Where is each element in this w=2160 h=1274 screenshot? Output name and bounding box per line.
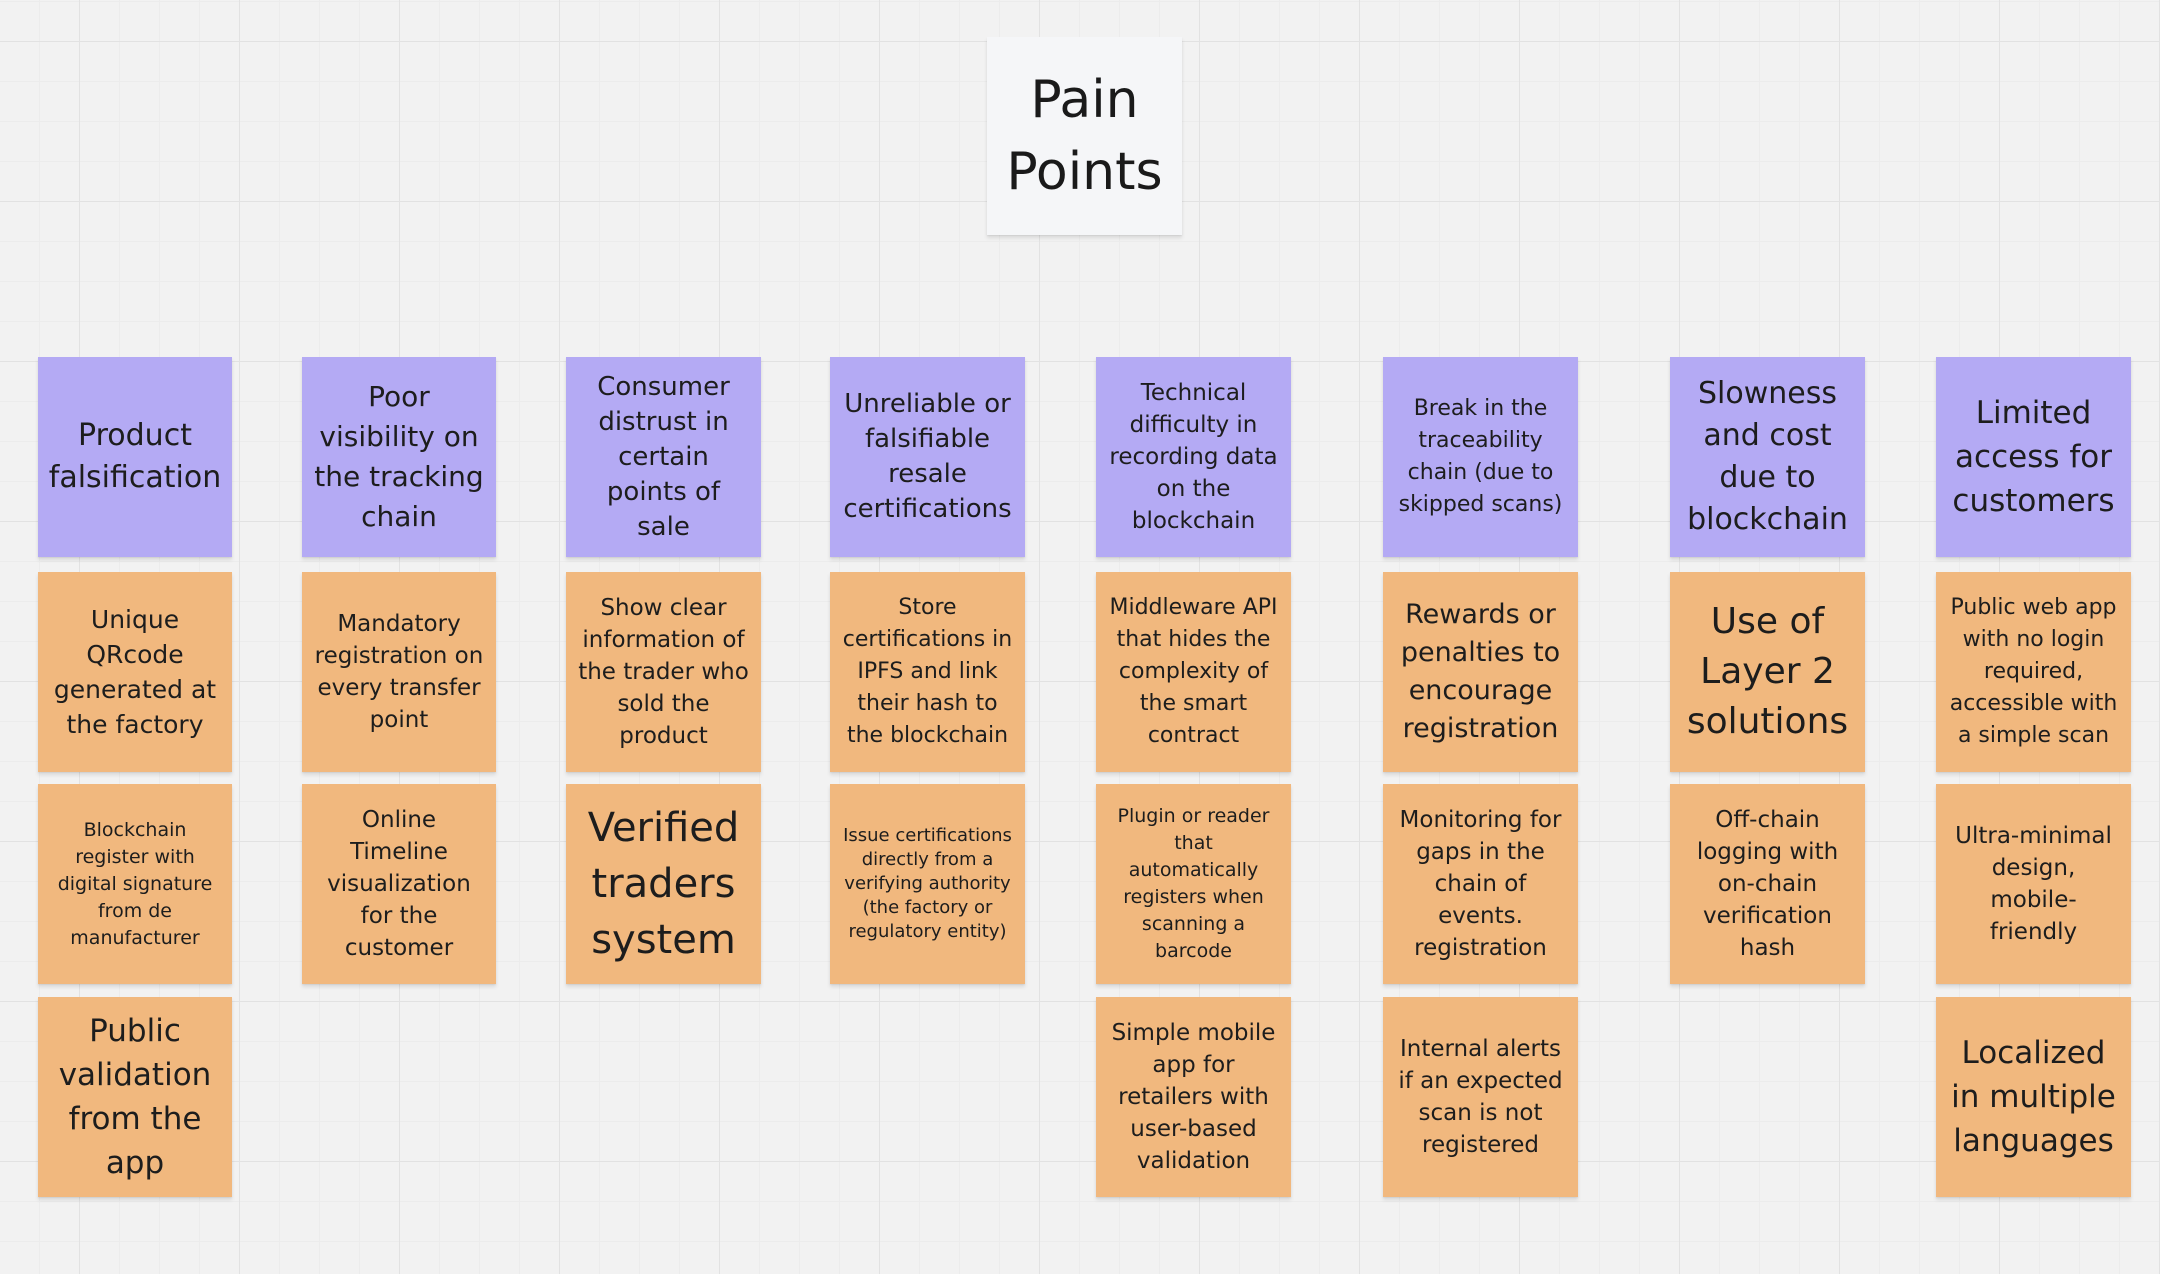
solution-note[interactable] bbox=[1096, 572, 1291, 772]
solution-note[interactable] bbox=[38, 572, 232, 772]
title-text: Pain Points bbox=[1006, 70, 1163, 202]
solution-note[interactable] bbox=[566, 784, 761, 984]
solution-note[interactable] bbox=[38, 784, 232, 984]
pain-point-note[interactable] bbox=[38, 357, 232, 557]
note-text: Break in the traceability chain (due to skipped scans) bbox=[1398, 396, 1563, 517]
note-text: Verified traders system bbox=[587, 805, 740, 963]
note-text: Unique QRcode generated at the factory bbox=[53, 605, 217, 739]
title-note[interactable] bbox=[987, 37, 1182, 235]
note-text: Localized in multiple languages bbox=[1951, 1035, 2116, 1159]
note-text: Store certifications in IPFS and link their hash to the blockchain bbox=[842, 595, 1013, 748]
note-text: Show clear information of the trader who sold the product bbox=[578, 595, 749, 749]
solution-note[interactable] bbox=[566, 572, 761, 772]
solution-note[interactable] bbox=[1383, 784, 1578, 984]
note-text: Limited access for customers bbox=[1952, 395, 2115, 519]
solution-note[interactable] bbox=[1383, 997, 1578, 1197]
pain-point-note[interactable] bbox=[1383, 357, 1578, 557]
note-text: Plugin or reader that automatically registers when scanning a barcode bbox=[1117, 805, 1270, 962]
note-text: Public validation from the app bbox=[58, 1013, 212, 1181]
pain-point-note[interactable] bbox=[1670, 357, 1865, 557]
pain-point-note[interactable] bbox=[566, 357, 761, 557]
pain-point-note[interactable] bbox=[1096, 357, 1291, 557]
solution-note[interactable] bbox=[1936, 572, 2131, 772]
solution-note[interactable] bbox=[1936, 997, 2131, 1197]
note-text: Consumer distrust in certain points of sale bbox=[597, 371, 730, 542]
solution-note[interactable] bbox=[830, 572, 1025, 772]
note-text: Poor visibility on the tracking chain bbox=[314, 380, 484, 533]
note-text: Simple mobile app for retailers with user-based validation bbox=[1111, 1020, 1276, 1174]
solution-note[interactable] bbox=[1936, 784, 2131, 984]
solution-note[interactable] bbox=[1670, 572, 1865, 772]
note-text: Product falsification bbox=[48, 418, 222, 495]
solution-note[interactable] bbox=[1383, 572, 1578, 772]
note-text: Issue certifications directly from a verifying authority (the factory or regulatory entity) bbox=[843, 825, 1012, 942]
note-text: Blockchain register with digital signature from de manufacturer bbox=[57, 818, 213, 949]
solution-note[interactable] bbox=[830, 784, 1025, 984]
note-text: Mandatory registration on every transfer point bbox=[314, 611, 484, 733]
note-text: Slowness and cost due to blockchain bbox=[1687, 376, 1848, 537]
solution-note[interactable] bbox=[302, 784, 496, 984]
solution-note[interactable] bbox=[1670, 784, 1865, 984]
note-text: Technical difficulty in recording data on the blockchain bbox=[1109, 380, 1278, 534]
solution-note[interactable] bbox=[302, 572, 496, 772]
note-text: Unreliable or falsifiable resale certifications bbox=[843, 389, 1012, 524]
note-text: Monitoring for gaps in the chain of events. registration bbox=[1399, 807, 1562, 961]
note-text: Internal alerts if an expected scan is not registered bbox=[1398, 1036, 1563, 1158]
pain-point-note[interactable] bbox=[302, 357, 496, 557]
solution-note[interactable] bbox=[38, 997, 232, 1197]
note-text: Public web app with no login required, accessible with a simple scan bbox=[1949, 595, 2118, 748]
note-text: Middleware API that hides the complexity of the smart contract bbox=[1109, 595, 1278, 748]
note-text: Rewards or penalties to encourage registration bbox=[1400, 599, 1561, 744]
solution-note[interactable] bbox=[1096, 997, 1291, 1197]
pain-point-note[interactable] bbox=[1936, 357, 2131, 557]
note-text: Online Timeline visualization for the customer bbox=[327, 807, 471, 961]
note-text: Use of Layer 2 solutions bbox=[1686, 601, 1849, 742]
pain-point-note[interactable] bbox=[830, 357, 1025, 557]
note-text: Ultra-minimal design, mobile-friendly bbox=[1955, 823, 2112, 945]
solution-note[interactable] bbox=[1096, 784, 1291, 984]
note-text: Off-chain logging with on-chain verification hash bbox=[1696, 807, 1839, 961]
